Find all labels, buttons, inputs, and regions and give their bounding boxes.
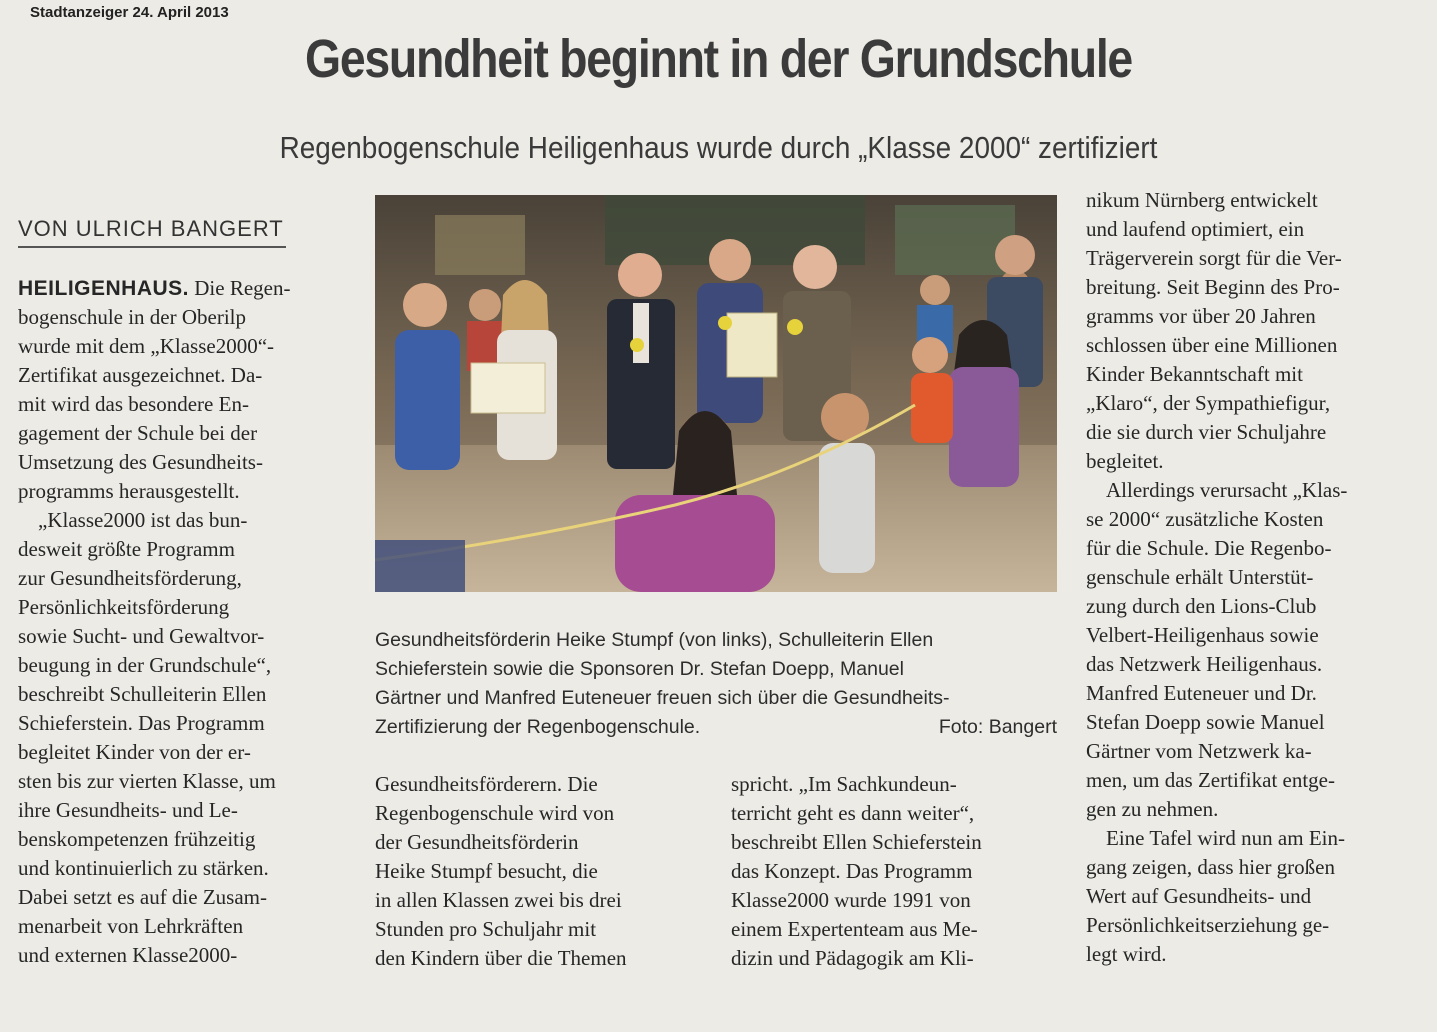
column-line: zung durch den Lions-Club: [1086, 594, 1317, 618]
caption-line: Gesundheitsförderin Heike Stumpf (von links), Schulleiterin Ellen: [375, 629, 934, 651]
column-line: Stefan Doepp sowie Manuel: [1086, 710, 1325, 734]
photo-caption: [375, 626, 1057, 742]
article-column-4: [1086, 186, 1416, 969]
caption-line: Schieferstein sowie die Sponsoren Dr. Stefan Doepp, Manuel: [375, 658, 904, 680]
column-line: Persönlichkeitserziehung ge-: [1086, 913, 1330, 937]
column-line: Trägerverein sorgt für die Ver-: [1086, 246, 1342, 270]
column-line: Klasse2000 wurde 1991 von: [731, 888, 971, 912]
headline: Gesundheit beginnt in der Grundschule: [305, 29, 1132, 89]
column-line: Dabei setzt es auf die Zusam-: [18, 885, 267, 909]
dateline-rest: Die Regen-: [189, 276, 291, 300]
column-line: Stunden pro Schuljahr mit: [375, 917, 597, 941]
column-line: dizin und Pädagogik am Kli-: [731, 946, 974, 970]
column-line: se 2000“ zusätzliche Kosten: [1086, 507, 1324, 531]
column-line: begleitet.: [1086, 449, 1164, 473]
column-line: gagement der Schule bei der: [18, 421, 258, 445]
column-line: menarbeit von Lehrkräften: [18, 914, 244, 938]
column-line: wurde mit dem „Klasse2000“-: [18, 334, 275, 358]
column-line: beugung in der Grundschule“,: [18, 653, 272, 677]
column-line: desweit größte Programm: [18, 537, 235, 561]
column-line: Umsetzung des Gesundheits-: [18, 450, 263, 474]
column-line: Gesundheitsförderern. Die: [375, 772, 598, 796]
classroom-photo-illustration: [375, 195, 1057, 592]
column-line: der Gesundheitsförderin: [375, 830, 579, 854]
column-line: Wert auf Gesundheits- und: [1086, 884, 1312, 908]
column-line: für die Schule. Die Regenbo-: [1086, 536, 1332, 560]
column-line: Velbert-Heiligenhaus sowie: [1086, 623, 1319, 647]
dateline: HEILIGENHAUS.: [18, 277, 190, 300]
column-line: Allerdings verursacht „Klas-: [1106, 478, 1348, 502]
column-line: Zertifikat ausgezeichnet. Da-: [18, 363, 263, 387]
column-line: bogenschule in der Oberilp: [18, 305, 247, 329]
column-line: und kontinuierlich zu stärken.: [18, 856, 269, 880]
column-line: „Klasse2000 ist das bun-: [38, 508, 248, 532]
caption-line: [375, 713, 1057, 742]
column-line: begleitet Kinder von der er-: [18, 740, 251, 764]
article-column-3: [731, 770, 1061, 973]
column-line: das Netzwerk Heiligenhaus.: [1086, 652, 1323, 676]
column-line: Gärtner vom Netzwerk ka-: [1086, 739, 1312, 763]
column-line: „Klaro“, der Sympathiefigur,: [1086, 391, 1331, 415]
caption-last-text: Zertifizierung der Regenbogenschule.: [375, 716, 701, 738]
column-line: Persönlichkeitsförderung: [18, 595, 230, 619]
column-line: gramms vor über 20 Jahren: [1086, 304, 1316, 328]
column-line: ihre Gesundheits- und Le-: [18, 798, 238, 822]
column-line: nikum Nürnberg entwickelt: [1086, 188, 1318, 212]
column-line: und externen Klasse2000-: [18, 943, 238, 967]
column-line: in allen Klassen zwei bis drei: [375, 888, 622, 912]
caption-line: Gärtner und Manfred Euteneuer freuen sich über die Gesundheits-: [375, 687, 950, 709]
column-line: gang zeigen, dass hier großen: [1086, 855, 1335, 879]
column-line: Regenbogenschule wird von: [375, 801, 615, 825]
column-line: zur Gesundheitsförderung,: [18, 566, 242, 590]
newspaper-source: Stadtanzeiger 24. April 2013: [30, 4, 229, 21]
column-line: und laufend optimiert, ein: [1086, 217, 1305, 241]
article-column-2: [375, 770, 705, 973]
column-line: Eine Tafel wird nun am Ein-: [1106, 826, 1345, 850]
column-line: gen zu nehmen.: [1086, 797, 1219, 821]
column-line: men, um das Zertifikat entge-: [1086, 768, 1335, 792]
column-line: Heike Stumpf besucht, die: [375, 859, 598, 883]
column-line: spricht. „Im Sachkundeun-: [731, 772, 957, 796]
column-line: sten bis zur vierten Klasse, um: [18, 769, 276, 793]
column-line: mit wird das besondere En-: [18, 392, 249, 416]
column-line: die sie durch vier Schuljahre: [1086, 420, 1327, 444]
column-line: legt wird.: [1086, 942, 1167, 966]
subheadline: Regenbogenschule Heiligenhaus wurde durch „Klasse 2000“ zertifiziert: [279, 130, 1158, 165]
column-line: programms herausgestellt.: [18, 479, 240, 503]
column-line: beschreibt Ellen Schieferstein: [731, 830, 982, 854]
column-line: genschule erhält Unterstüt-: [1086, 565, 1314, 589]
photo-credit: Foto: Bangert: [938, 716, 1057, 738]
column-line: Manfred Euteneuer und Dr.: [1086, 681, 1317, 705]
column-line: breitung. Seit Beginn des Pro-: [1086, 275, 1340, 299]
column-line: den Kindern über die Themen: [375, 946, 627, 970]
column-line: beschreibt Schulleiterin Ellen: [18, 682, 267, 706]
column-line: Kinder Bekanntschaft mit: [1086, 362, 1303, 386]
column-line: einem Expertenteam aus Me-: [731, 917, 978, 941]
article-photo: [375, 195, 1057, 592]
column-line: das Konzept. Das Programm: [731, 859, 973, 883]
column-line: sowie Sucht- und Gewaltvor-: [18, 624, 265, 648]
article-column-1: [18, 274, 358, 970]
column-line: Schieferstein. Das Programm: [18, 711, 265, 735]
column-line: benskompetenzen frühzeitig: [18, 827, 256, 851]
column-line: schlossen über eine Millionen: [1086, 333, 1338, 357]
column-line: [18, 274, 358, 303]
column-line: terricht geht es dann weiter“,: [731, 801, 975, 825]
byline: VON ULRICH BANGERT: [18, 216, 286, 248]
